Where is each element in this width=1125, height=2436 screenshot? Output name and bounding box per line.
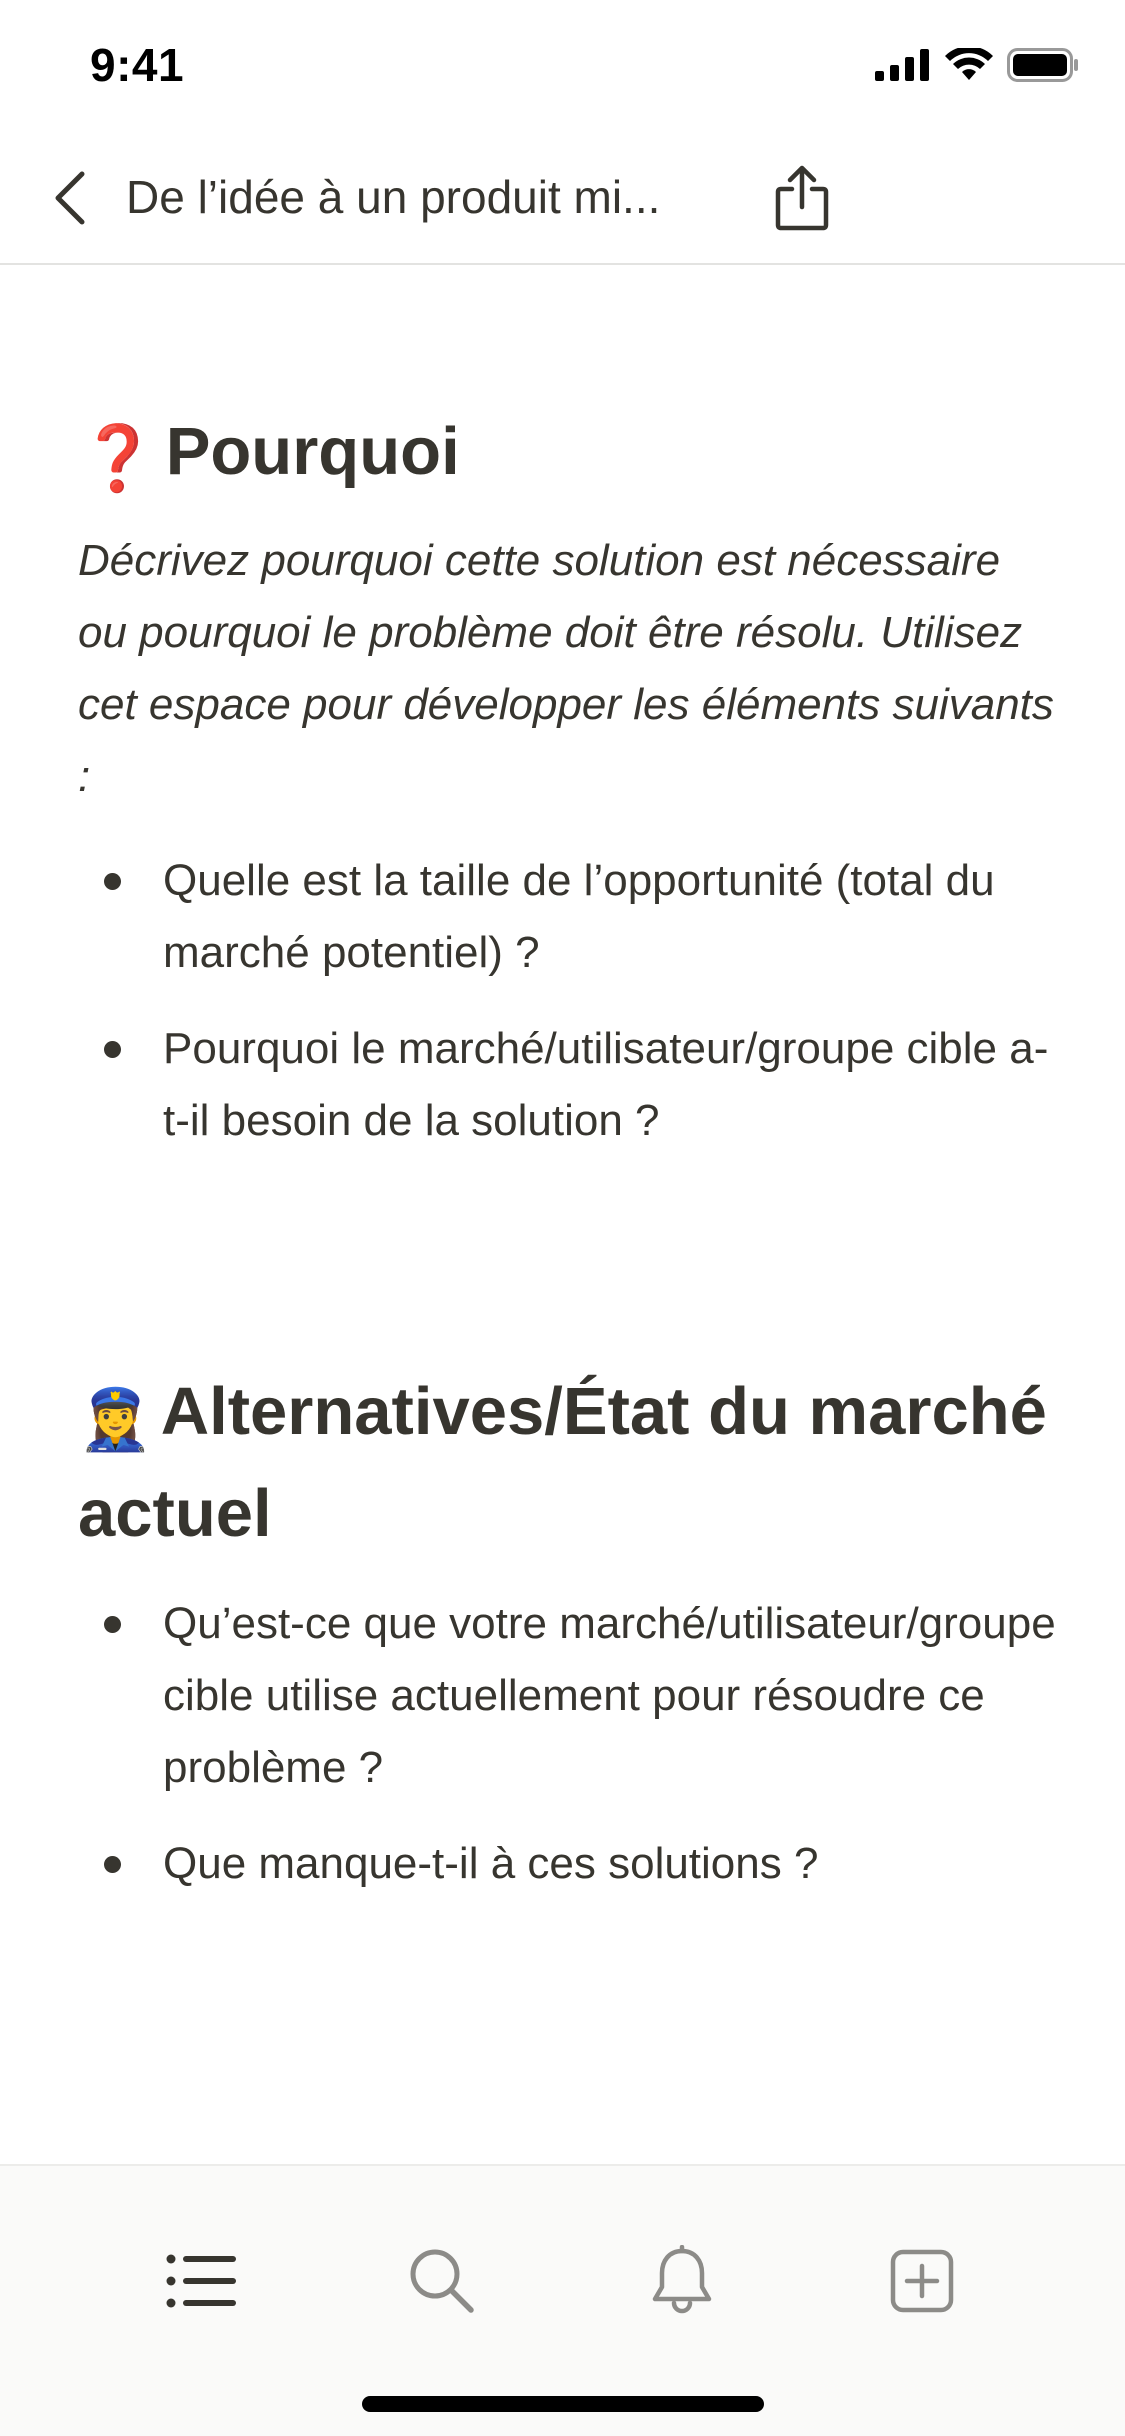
tab-search[interactable] [397, 2236, 487, 2326]
bullet-list-pourquoi [78, 845, 1058, 1181]
list-item-text: Qu’est-ce que votre marché/utilisateur/groupe cible utilise actuellement pour résoudre ce problème ? [163, 1599, 1056, 1792]
bell-icon [649, 2245, 715, 2317]
battery-icon [1007, 48, 1079, 82]
home-indicator [362, 2396, 764, 2412]
share-icon [772, 163, 832, 233]
list-item[interactable] [78, 845, 1058, 989]
bullet-dot [104, 1616, 121, 1633]
add-page-icon [889, 2248, 955, 2314]
bullet-list-alternatives [78, 1588, 1058, 1924]
tab-sidebar[interactable] [157, 2236, 247, 2326]
cellular-signal-icon [875, 49, 931, 81]
bullet-dot [104, 1856, 121, 1873]
wifi-icon [945, 48, 993, 82]
list-item[interactable] [78, 1588, 1058, 1804]
bullet-dot [104, 873, 121, 890]
heading-text: Alternatives/État du marché actuel [78, 1374, 1047, 1551]
list-icon [166, 2253, 238, 2309]
section-heading-pourquoi [78, 405, 1058, 505]
status-bar [0, 0, 1125, 132]
nav-bar [0, 132, 1125, 265]
section-intro-text[interactable]: Décrivez pourquoi cette solution est nécessaire ou pourquoi le problème doit être résolu. Utilisez cet espace pour développer les éléments suivants : [78, 536, 1054, 801]
back-button[interactable] [30, 158, 110, 238]
list-item-text: Que manque-t-il à ces solutions ? [163, 1839, 819, 1888]
section-heading-alternatives [78, 1365, 1058, 1561]
police-officer-emoji: 👮‍♀️ [78, 1386, 153, 1453]
page-title: De l’idée à un produit mi... [126, 171, 661, 223]
question-mark-emoji: ❓ [78, 422, 158, 494]
list-item-text: Quelle est la taille de l’opportunité (total du marché potentiel) ? [163, 856, 995, 977]
tab-notifications[interactable] [637, 2236, 727, 2326]
list-item-text: Pourquoi le marché/utilisateur/groupe cible a-t-il besoin de la solution ? [163, 1024, 1049, 1145]
status-icons [875, 48, 1079, 82]
tab-new-page[interactable] [877, 2236, 967, 2326]
search-icon [407, 2246, 477, 2316]
status-time: 9:41 [90, 39, 185, 91]
list-item[interactable] [78, 1013, 1058, 1157]
share-button[interactable] [760, 156, 844, 240]
chevron-left-icon [50, 168, 90, 228]
bullet-dot [104, 1041, 121, 1058]
list-item[interactable] [78, 1828, 1058, 1900]
heading-text: Pourquoi [165, 414, 460, 489]
